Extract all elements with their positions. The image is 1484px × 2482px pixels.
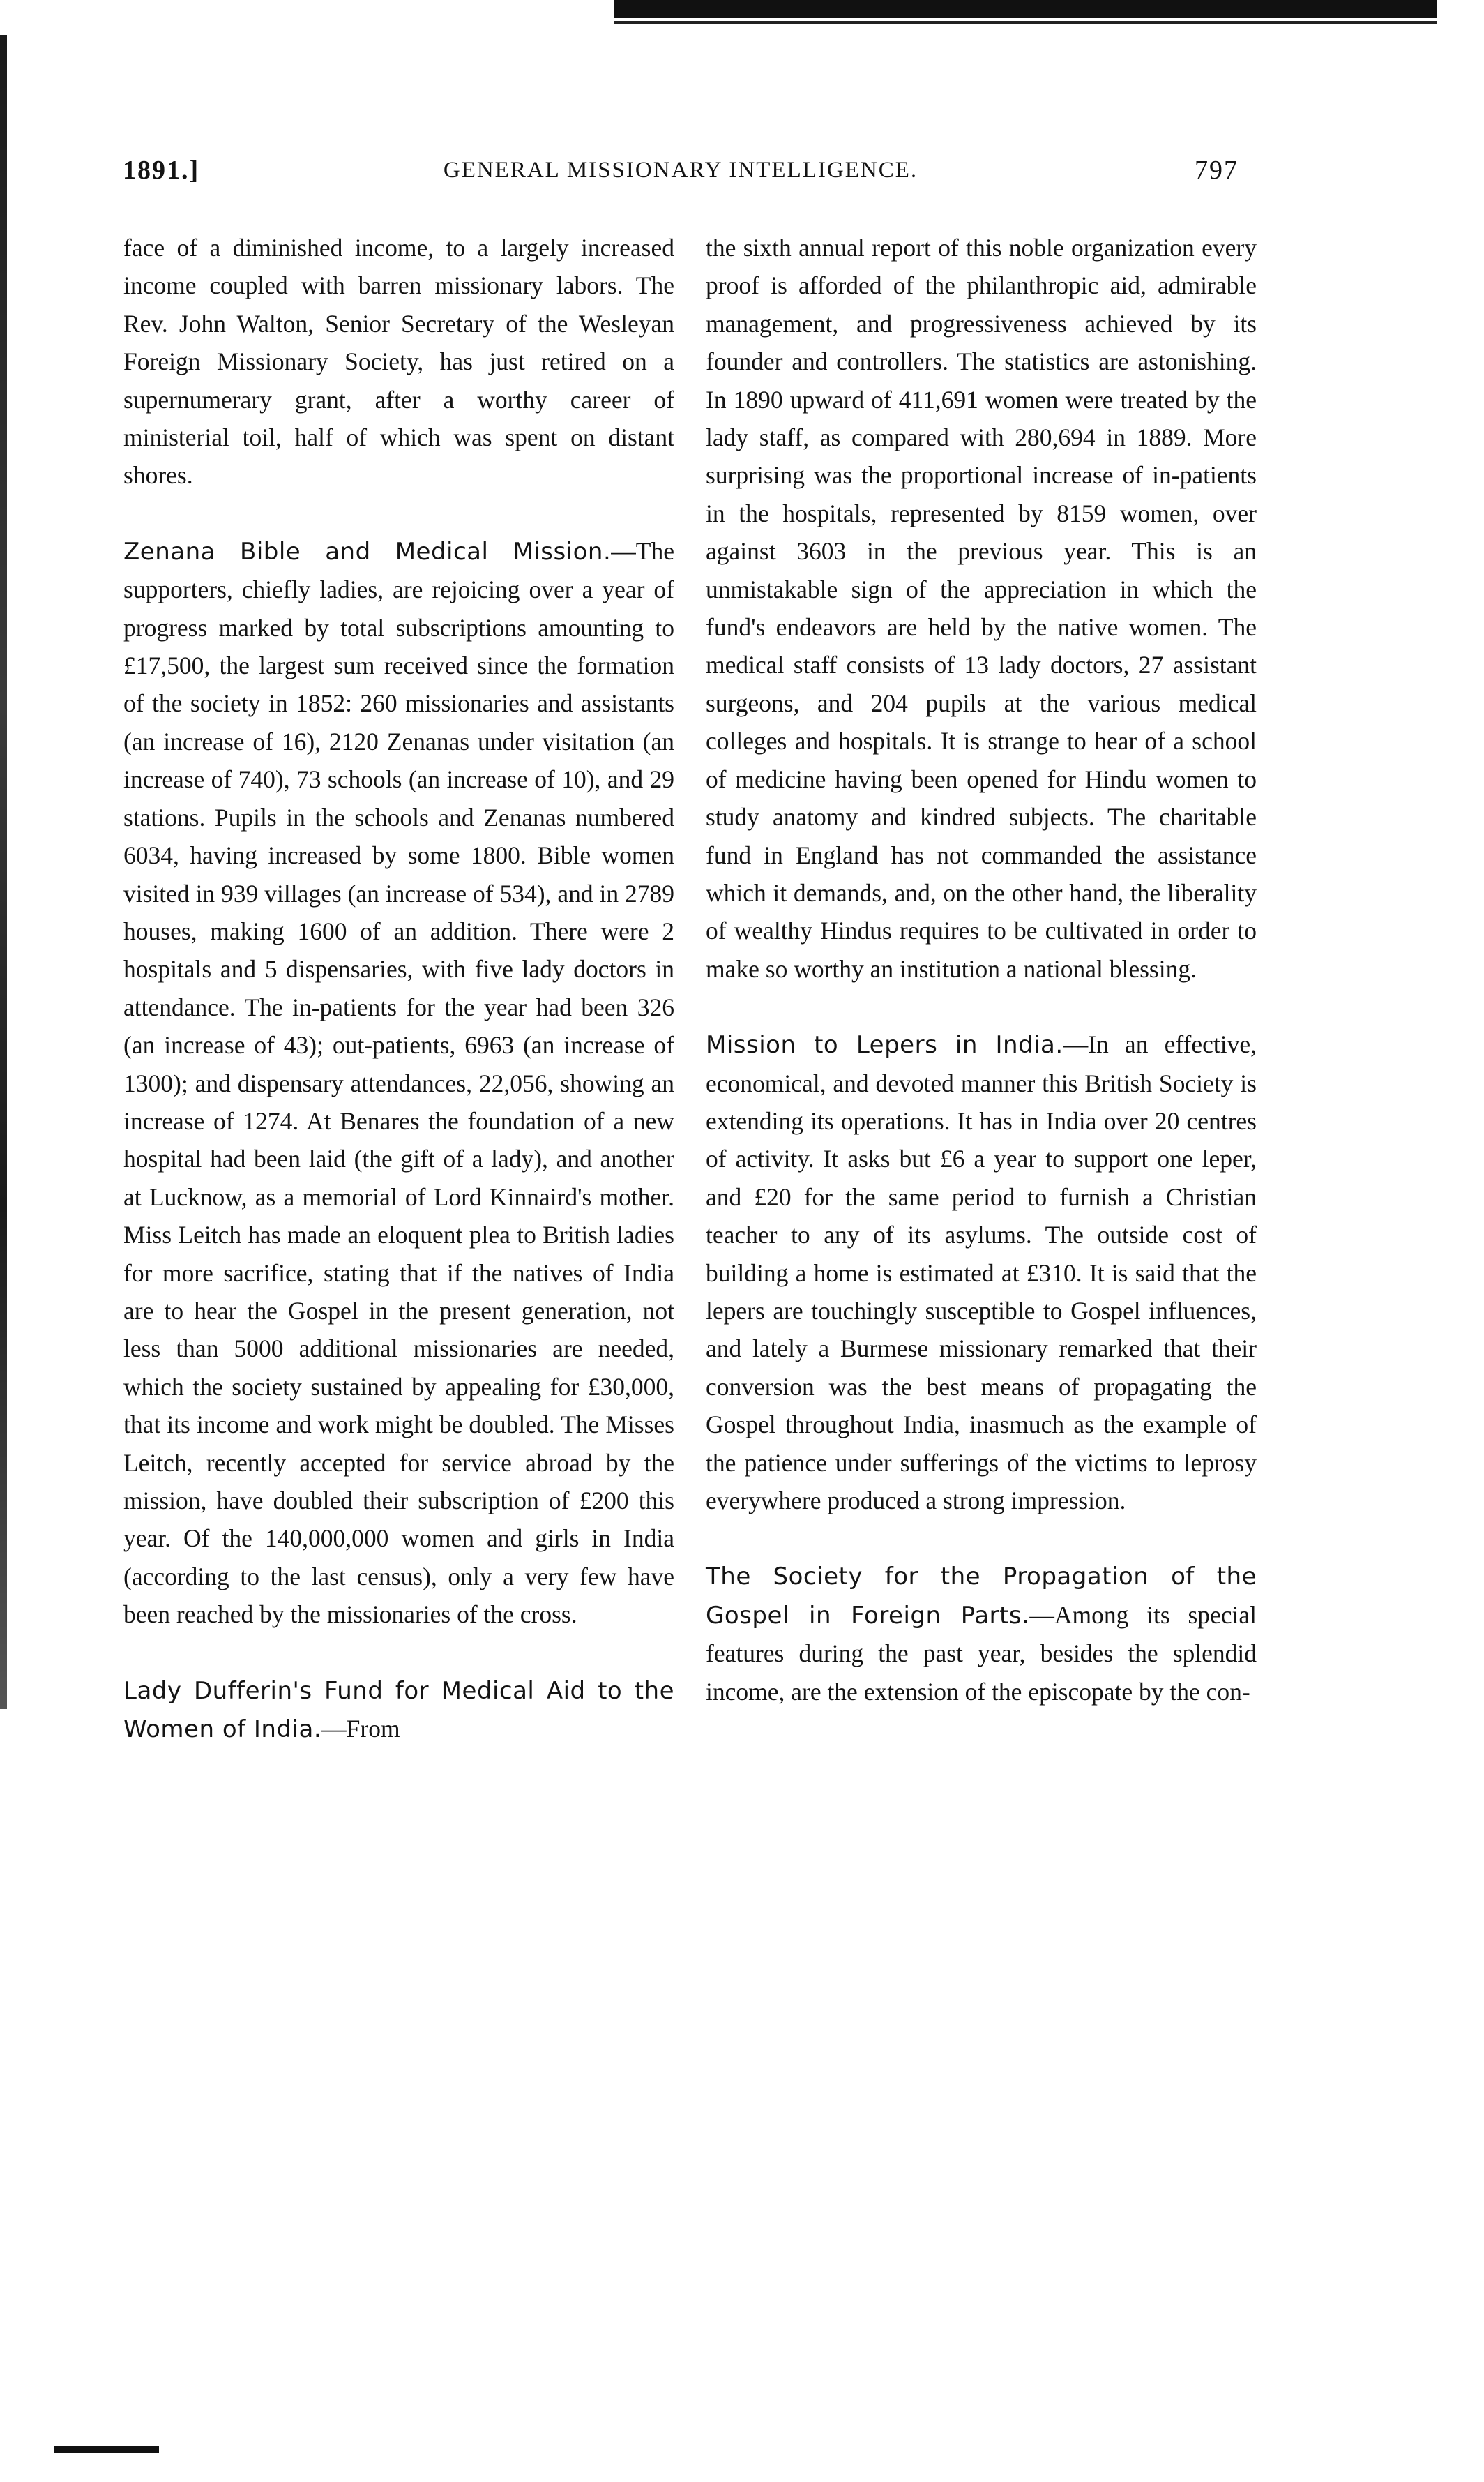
right-column — [706, 229, 1257, 1710]
continued-paragraph: face of a diminished income, to a largely increased income coupled with barren missionary labors. The Rev. John Walton, Senior Secretary of the Wesleyan Foreign Missionary Society, has just retired on a supernumerary grant, after a worthy career of ministerial toil, half of which was spent on distant shores. — [123, 234, 674, 490]
scan-border-top — [614, 0, 1437, 18]
left-column — [123, 229, 674, 1748]
lepers-section — [706, 1025, 1257, 1519]
zenana-section — [123, 532, 674, 1634]
section-body-dufferin: —From — [321, 1715, 400, 1743]
scan-border-left — [0, 35, 7, 1709]
scan-mark-bottom — [54, 2446, 159, 2453]
section-heading-lepers: Mission to Lepers in India. — [706, 1031, 1063, 1060]
section-body-lepers: —In an effective, economical, and devoted manner this British Society is extending its operations. It has in India over 20 centres of activity. It asks but £6 a year to support one leper, and £20 for the same period to furnish a Christian teacher to any of its asylums. The outside cost of building a home is estimated at £310. It is said that the lepers are touchingly susceptible to Gospel influences, and lately a Burmese missionary remarked that their conversion was the best means of propagating the Gospel throughout India, inasmuch as the example of the patience under sufferings of the victims to leprosy everywhere produced a strong impression. — [706, 1030, 1257, 1514]
section-heading-dufferin: Lady Dufferin's Fund for Medical Aid to the Women of India. — [123, 1676, 674, 1744]
propagation-section — [706, 1557, 1257, 1710]
section-body-propagation: —Among its special features during the past year, besides the splendid income, are the extension of the episcopate by the con- — [706, 1600, 1257, 1706]
dufferin-continued: the sixth annual report of this noble organization every proof is afforded of the philanthropic aid, admirable management, and progressiveness achieved by its founder and controllers. The statistics are astonishing. In 1890 upward of 411,691 women were treated by the lady staff, as compared with 280,694 in 1889. More surprising was the proportional increase of in-patients in the hospitals, represented by 8159 women, over against 3603 in the previous year. This is an unmistakable sign of the appreciation in which the fund's endeavors are held by the native women. The medical staff consists of 13 lady doctors, 27 assistant surgeons, and 204 pupils at the various medical colleges and hospitals. It is strange to hear of a school of medicine having been opened for Hindu women to study anatomy and kindred subjects. The charitable fund in England has not commanded the assistance which it demands, and, on the other hand, the liberality of wealthy Hindus requires to be cultivated in order to make so worthy an institution a national blessing. — [706, 234, 1257, 983]
running-head — [123, 155, 1239, 197]
header-year: 1891.] — [123, 156, 200, 185]
dufferin-section — [123, 1671, 674, 1749]
page-number: 797 — [1195, 156, 1239, 185]
section-body-zenana: —The supporters, chiefly ladies, are rejoicing over a year of progress marked by total subscriptions amounting to £17,500, the largest sum received since the formation of the society in 1852: 260 missionaries and assistants (an increase of 16), 2120 Zenanas under visitation (an increase of 740), 73 schools (an increase of 10), and 29 stations. Pupils in the schools and Zenanas numbered 6034, having increased by some 1800. Bible women visited in 939 villages (an increase of 534), and in 2789 houses, making 1600 of an addition. There were 2 hospitals and 5 dispensaries, with five lady doctors in attendance. The in-patients for the year had been 326 (an increase of 43); out-patients, 6963 (an increase of 1300); and dispensary attendances, 22,056, showing an increase of 1274. At Benares the foundation of a new hospital had been laid (the gift of a lady), and another at Lucknow, as a memorial of Lord Kinnaird's mother. Miss Leitch has made an eloquent plea to British ladies for more sacrifice, stating that if the natives of India are to hear the Gospel in the present generation, not less than 5000 additional missionaries are needed, which the society sustained by appealing for £30,000, that its income and work might be doubled. The Misses Leitch, recently accepted for service abroad by the mission, have doubled their subscription of £200 this year. Of the 140,000,000 women and girls in India (according to the last census), only a very few have been reached by the missionaries of the cross. — [123, 536, 674, 1629]
header-title: GENERAL MISSIONARY INTELLIGENCE. — [443, 158, 918, 183]
scan-border-top-thin — [614, 21, 1437, 24]
section-heading-propagation: The Society for the Propagation of the Gospel in Foreign Parts. — [706, 1563, 1257, 1630]
section-heading-zenana: Zenana Bible and Medical Mission. — [123, 537, 612, 566]
